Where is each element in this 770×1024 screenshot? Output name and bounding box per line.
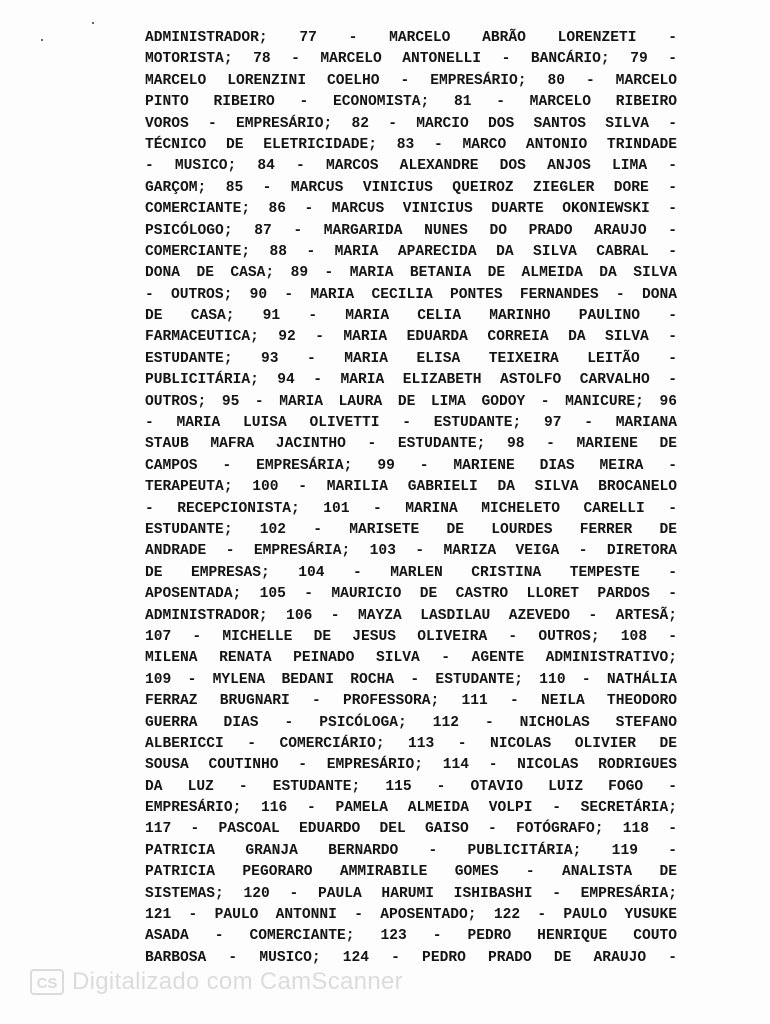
text-line: PINTO RIBEIRO - ECONOMISTA; 81 - MARCELO RIBEIRO: [145, 94, 677, 111]
document-text: [145, 28, 677, 969]
text-line: EMPRESÁRIO; 116 - PAMELA ALMEIDA VOLPI - SECRETÁRIA;: [145, 800, 677, 817]
text-line: ESTUDANTE; 102 - MARISETE DE LOURDES FERRER DE: [145, 521, 677, 538]
text-line: MOTORISTA; 78 - MARCELO ANTONELLI - BANCÁRIO; 79 -: [145, 51, 677, 68]
text-line: ASADA - COMERCIANTE; 123 - PEDRO HENRIQUE COUTO: [145, 928, 677, 945]
text-line: COMERCIANTE; 88 - MARIA APARECIDA DA SILVA CABRAL -: [145, 243, 677, 260]
text-line: - RECEPCIONISTA; 101 - MARINA MICHELETO CARELLI -: [145, 500, 677, 517]
text-line: - MUSICO; 84 - MARCOS ALEXANDRE DOS ANJOS LIMA -: [145, 158, 677, 175]
text-line: TÉCNICO DE ELETRICIDADE; 83 - MARCO ANTONIO TRINDADE: [145, 136, 677, 153]
text-line: VOROS - EMPRESÁRIO; 82 - MARCIO DOS SANTOS SILVA -: [145, 115, 677, 132]
text-line: APOSENTADA; 105 - MAURICIO DE CASTRO LLORET PARDOS -: [145, 586, 677, 603]
text-line: GUERRA DIAS - PSICÓLOGA; 112 - NICHOLAS STEFANO: [145, 714, 677, 731]
camscanner-watermark: [30, 968, 403, 996]
text-line: DONA DE CASA; 89 - MARIA BETANIA DE ALMEIDA DA SILVA: [145, 265, 677, 282]
text-line: DA LUZ - ESTUDANTE; 115 - OTAVIO LUIZ FOGO -: [145, 778, 677, 795]
text-line: PSICÓLOGO; 87 - MARGARIDA NUNES DO PRADO ARAUJO -: [145, 222, 677, 239]
text-line: ALBERICCI - COMERCIÁRIO; 113 - NICOLAS OLIVIER DE: [145, 735, 677, 752]
text-line: OUTROS; 95 - MARIA LAURA DE LIMA GODOY - MANICURE; 96: [145, 393, 677, 410]
camscanner-logo-icon: CS: [30, 969, 64, 995]
text-line: - MARIA LUISA OLIVETTI - ESTUDANTE; 97 - MARIANA: [145, 415, 677, 432]
text-line: - OUTROS; 90 - MARIA CECILIA PONTES FERNANDES - DONA: [145, 286, 677, 303]
text-line: SOUSA COUTINHO - EMPRESÁRIO; 114 - NICOLAS RODRIGUES: [145, 757, 677, 774]
text-line: CAMPOS - EMPRESÁRIA; 99 - MARIENE DIAS MEIRA -: [145, 457, 677, 474]
text-line: MILENA RENATA PEINADO SILVA - AGENTE ADMINISTRATIVO;: [145, 650, 677, 667]
text-line: COMERCIANTE; 86 - MARCUS VINICIUS DUARTE OKONIEWSKI -: [145, 201, 677, 218]
text-line: 107 - MICHELLE DE JESUS OLIVEIRA - OUTROS; 108 -: [145, 628, 677, 645]
text-line: FERRAZ BRUGNARI - PROFESSORA; 111 - NEILA THEODORO: [145, 693, 677, 710]
watermark-text: Digitalizado com CamScanner: [72, 968, 403, 995]
text-line: ESTUDANTE; 93 - MARIA ELISA TEIXEIRA LEITÃO -: [145, 350, 677, 367]
text-line: TERAPEUTA; 100 - MARILIA GABRIELI DA SILVA BROCANELO: [145, 479, 677, 496]
text-line: ADMINISTRADOR; 106 - MAYZA LASDILAU AZEVEDO - ARTESÃ;: [145, 607, 677, 624]
text-line: MARCELO LORENZINI COELHO - EMPRESÁRIO; 80 - MARCELO: [145, 72, 677, 89]
scan-speck: [41, 39, 43, 41]
text-line: DE EMPRESAS; 104 - MARLEN CRISTINA TEMPESTE -: [145, 564, 677, 581]
text-line: 109 - MYLENA BEDANI ROCHA - ESTUDANTE; 110 - NATHÁLIA: [145, 671, 677, 688]
text-line: PATRICIA GRANJA BERNARDO - PUBLICITÁRIA; 119 -: [145, 842, 677, 859]
text-line: FARMACEUTICA; 92 - MARIA EDUARDA CORREIA DA SILVA -: [145, 329, 677, 346]
text-line: DE CASA; 91 - MARIA CELIA MARINHO PAULINO -: [145, 308, 677, 325]
text-line: PUBLICITÁRIA; 94 - MARIA ELIZABETH ASTOLFO CARVALHO -: [145, 372, 677, 389]
text-line: STAUB MAFRA JACINTHO - ESTUDANTE; 98 - MARIENE DE: [145, 436, 677, 453]
scan-speck: [92, 22, 94, 24]
text-line: BARBOSA - MUSICO; 124 - PEDRO PRADO DE ARAUJO -: [145, 949, 677, 966]
text-line: 117 - PASCOAL EDUARDO DEL GAISO - FOTÓGRAFO; 118 -: [145, 821, 677, 838]
text-line: 121 - PAULO ANTONNI - APOSENTADO; 122 - PAULO YUSUKE: [145, 907, 677, 924]
text-line: SISTEMAS; 120 - PAULA HARUMI ISHIBASHI - EMPRESÁRIA;: [145, 885, 677, 902]
text-line: PATRICIA PEGORARO AMMIRABILE GOMES - ANALISTA DE: [145, 864, 677, 881]
text-line: ANDRADE - EMPRESÁRIA; 103 - MARIZA VEIGA - DIRETORA: [145, 543, 677, 560]
text-line: ADMINISTRADOR; 77 - MARCELO ABRÃO LORENZETI -: [145, 30, 677, 46]
text-line: GARÇOM; 85 - MARCUS VINICIUS QUEIROZ ZIEGLER DORE -: [145, 179, 677, 196]
